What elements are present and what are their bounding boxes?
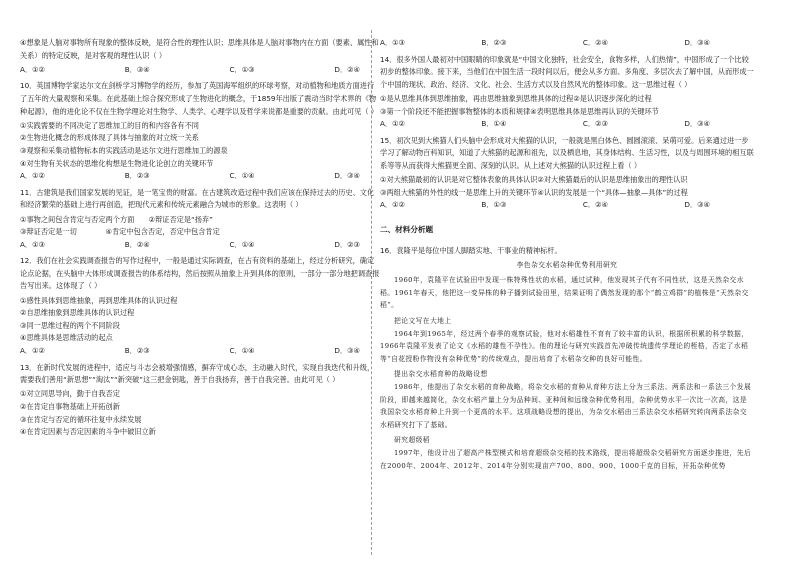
q10-options bbox=[20, 170, 360, 183]
q13-item-3: ③在肯定与否定的循环往复中永续发展 bbox=[20, 414, 142, 424]
q11-item-1: ①事物之间包含肯定与否定两个方面 bbox=[20, 214, 135, 224]
q12-options bbox=[20, 345, 360, 358]
q12-option-b: B．②③ bbox=[124, 346, 150, 356]
q10-item-3: ③观察和采集动植物标本的实践活动是达尔文进行思维加工的源泉 bbox=[20, 145, 228, 155]
q16-material-subtitle-3: 研究超级稻 bbox=[394, 436, 430, 445]
q11-items-row2 bbox=[20, 226, 380, 239]
q9-option-a: A．①② bbox=[20, 64, 45, 74]
q14-option-a: A．①② bbox=[380, 119, 405, 129]
q16-material-paragraph-4: 1997年，他设计出了超高产株型模式和培育超级杂交稻的技术路线，提出将超级杂交稻研究方面逐步推进，先后在2000年、2004年、2012年、2014年分别实现亩产700、800、900、1000千克的目标，开拓杂种优势 bbox=[380, 449, 752, 470]
q15-options bbox=[380, 199, 710, 212]
q13-item-1: ①对立同思导向，勤于自我否定 bbox=[20, 389, 120, 399]
q16-material-subtitle-1: 把论文写在大地上 bbox=[394, 317, 452, 326]
q13-options bbox=[380, 37, 710, 50]
q12-item-3: ③同一思维过程的两个不同阶段 bbox=[20, 320, 120, 330]
q11-stem: 11．古建筑是我们国家发展的见证，是一笔宝贵的财富。在古建筑改造过程中我们应该在保持过去的历史、文化和经济繁荣的基础上进行再创造，把现代元素和传统元素融合为城市的形象。这表明（ ） bbox=[20, 187, 375, 210]
q10-stem: 10．英国博物学家达尔文在剑桥学习博物学的经历，参加了英国海军组织的环球考察，对动植物和地质方面进行了五年的大量观察和采集。在此基础上综合探究形成了生物进化的概念，于1859年出版了震动当时学术界的《物种起源》，他的进化论不仅在生物学理论对生物学、人类学、心理学以及哲学来说都是重要的贡献。由此可见（ ） bbox=[20, 81, 379, 116]
q12-option-c: C．①④ bbox=[229, 346, 255, 356]
q16-material-title: 李色杂交水稻杂种优势利用研究 bbox=[516, 260, 618, 269]
q13-item-2: ②在肯定自事物基础上开拓创新 bbox=[20, 402, 120, 411]
q15-stem: 15．初次见到大熊猫人们头脑中会形成对大熊猫的认识，一般就是黑白体色、圆圆滚滚、呆萌可爱。后来通过进一步学习了解动物百科知识，知道了大熊猫的起源和祖先，以及栖息地，其身体结构、生活习性，以及与周围环境的相互联系等等从而获得大熊猫更全面、深刻的认识。从上述对大熊猫的认识过程上看（ ） bbox=[380, 135, 754, 170]
q12-stem: 12．我们在社会实践调查报告的写作过程中，一般是通过实际调查，在占有资料的基础上，经过分析研究，确定论点论据，在头脑中大体形成调查报告的体系结构，然后按照从抽象上升到具体的原则，一部分一部分地把调查报告写出来。这体现了（ ） bbox=[20, 256, 380, 291]
q9-option-b: B．③④ bbox=[124, 64, 150, 74]
q9-option-d: D．②④ bbox=[334, 64, 360, 74]
q14-option-d: D．③④ bbox=[684, 119, 710, 129]
q14-options bbox=[380, 118, 710, 131]
q10-item-1: ①实践需要的不同决定了思维加工的目的和内容各有不同 bbox=[20, 120, 199, 130]
section-title-material-analysis: 二、材料分析题 bbox=[380, 224, 434, 234]
q12-item-1: ①感性具体到思维抽象，再到思维具体的认识过程 bbox=[20, 295, 178, 305]
q10-option-c: C．①④ bbox=[229, 171, 255, 181]
q10-item-2: ②生物进化概念的形成体现了具体与抽象的对立统一关系 bbox=[20, 133, 199, 143]
q11-item-2: ②辩证否定是“扬弃” bbox=[148, 214, 213, 224]
q11-option-d: D．②③ bbox=[334, 239, 360, 249]
q12-option-a: A．①② bbox=[20, 346, 45, 356]
q15-item-row2: ③两组大熊猫的外性的线一是思维上升的关键环节④认识的发展是一个“具体—抽象—具体”的过程 bbox=[380, 187, 688, 197]
q10-item-4: ④对生物有关状态的思维化构想是生物进化论创立的关键环节 bbox=[20, 158, 214, 168]
q11-item-3: ③辩证否定是一切 bbox=[20, 227, 77, 237]
q10-option-b: B．②③ bbox=[124, 171, 150, 181]
q12-item-4: ④思维具体是思维活动的起点 bbox=[20, 333, 113, 343]
q9-continuation: ④想象是人脑对事物所有现象的整体反映，是符合性的理性认识；思维具体是人脑对事物内在方面（要素、属性和关系）的特定反映，是对客观的理性认识（ ） bbox=[20, 38, 379, 60]
q14-option-b: B．①④ bbox=[481, 119, 507, 129]
q13-item-4: ④在肯定因素与否定因素的斗争中破旧立新 bbox=[20, 427, 156, 437]
q14-stem: 14．很多外国人最初对中国眼睛的印象就是“中国文化独特，社会安全，食物多样，人们热情”，中国形成了一个比较初步的整体印象。接下来，当他们在中国生活一段时间以后，便会从多方面、多角度、多层次去了解中国，从而形成一个中国的现状、政治、经济、文化、社会、生活方式以及自然风光的整体印象。这一思维过程（ ） bbox=[380, 54, 754, 89]
left-column bbox=[20, 37, 380, 439]
q16-material-paragraph-2: 1964年到1965年，经过两个春季的观察试验，他对水稻雄性不育有了较丰富的认识，根据所积累的科学数据，1966年袁隆平发表了论文《水稻的雄性不孕性》。他的理论与研究实践首先冲破传统遗传学理论的桎梏，否定了水稻等“自花授粉作物没有杂种优势”的传统观点，提出培育了水稻杂交种的良好可能性。 bbox=[380, 329, 749, 363]
q9-option-c: C．①③ bbox=[229, 64, 255, 74]
q13-option-d: D．③④ bbox=[684, 38, 710, 47]
q16-material-paragraph-3: 1986年，他提出了杂交水稻的育种战略，将杂交水稻的育种从育种方法上分为三系法、两系法和一系法三个发展阶段，即越来越简化，杂交水稻产量上分为品种间、亚种间和远缘杂种优势利用，杂种优势水平一次比一次高，这是我国杂交水稻育种上升到一个更高的水平。这项战略设想的提出，为杂交水稻由三系法杂交水稻研究转向两系法杂交水稻研究打下了基础。 bbox=[380, 383, 752, 429]
q10-option-a: A．①② bbox=[20, 171, 45, 181]
q15-option-b: B．①③ bbox=[481, 200, 507, 210]
right-column bbox=[380, 37, 754, 472]
q12-item-2: ②自思维抽象到思维具体的认识过程 bbox=[20, 308, 135, 318]
q11-option-b: B．②④ bbox=[124, 239, 150, 249]
q15-option-a: A．①② bbox=[380, 200, 405, 210]
q9-options bbox=[20, 64, 360, 77]
q13-option-c: C．②④ bbox=[582, 38, 608, 47]
q15-option-c: C．②④ bbox=[582, 200, 608, 210]
q11-option-a: A．①③ bbox=[20, 239, 45, 249]
q14-option-c: C．②③ bbox=[582, 119, 608, 129]
q15-option-d: D．③④ bbox=[684, 200, 710, 210]
q13-option-b: B．②③ bbox=[481, 38, 507, 47]
q16-stem: 16．袁隆平是每位中国人脚踏实地、干事业的精神标杆。 bbox=[380, 245, 562, 255]
q14-item-row1: ①是从思维具体到思维抽象，再由思维抽象到思维具体的过程②是认识逐步深化的过程 bbox=[380, 93, 652, 103]
q11-item-4: ④肯定中包含否定，否定中包含肯定 bbox=[105, 227, 220, 237]
q12-option-d: D．③④ bbox=[334, 346, 360, 356]
q11-options bbox=[20, 239, 360, 252]
q13-stem: 13．在新时代发展的进程中，适应与斗志会被增强情感，摒弃守成心态，主动融入时代，实现自我迭代和升级，需要我们善用“新思想”“淘汰”“新突破”这三把金钥匙，善于自我扬弃，善于自我完善。由此可见（ ） bbox=[20, 362, 375, 385]
q15-item-row1: ①对大熊猫最初的认识是对它整体表象的具体认识②对大熊猫最后的认识是思维抽象出的理性认识 bbox=[380, 175, 688, 185]
q14-item-row2: ③第一个阶段还不能把握事物整体的本质和规律④表明思维具体是思维再认识的关键环节 bbox=[380, 106, 659, 116]
q16-material-subtitle-2: 提出杂交水稻育种的战略设想 bbox=[394, 370, 488, 379]
q10-option-d: D．③④ bbox=[334, 171, 360, 181]
q13-option-a: A．①③ bbox=[380, 38, 405, 47]
q16-material-paragraph-1: 1960年，袁隆平在试验田中发现一株特殊性状的水稻，通过试种，他发现其子代有不同性状，这是天然杂交水稻。1961年春天，他把这一变异株的种子播到试验田里，结果证明了偶然发现的那个“鹤立鸡群”的植株是“天然杂交稻”。 bbox=[380, 276, 749, 310]
q11-option-c: C．①④ bbox=[229, 239, 255, 249]
q11-items-row1 bbox=[20, 214, 380, 227]
